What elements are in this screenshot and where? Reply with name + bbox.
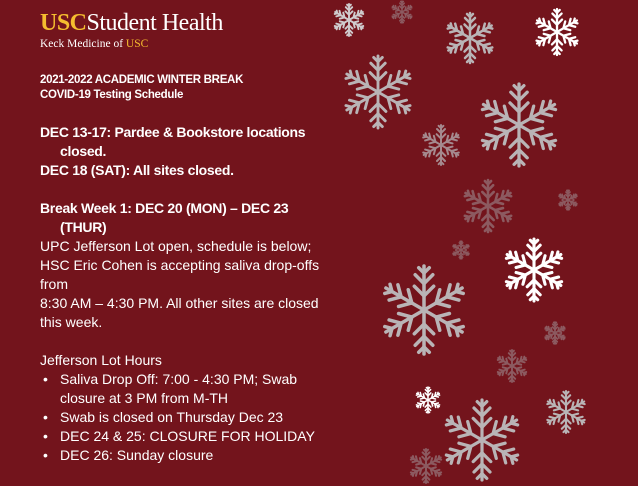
logo-subtitle-usc: USC [125, 38, 149, 50]
list-item-line: • DEC 24 & 25: CLOSURE FOR HOLIDAY [60, 428, 315, 444]
snowflake-icon [381, 266, 467, 354]
logo-subtitle-prefix: Keck Medicine of [40, 38, 126, 50]
break-week-heading-a: Break Week 1: DEC 20 (MON) – DEC 23 [40, 200, 289, 216]
logo-usc: USC [40, 10, 87, 36]
snowflake-icon [544, 322, 565, 344]
notice-line-2: DEC 18 (SAT): All sites closed. [40, 162, 234, 178]
heading-line-2: COVID-19 Testing Schedule [40, 89, 184, 101]
list-item [40, 446, 342, 465]
snowflake-icon [535, 9, 580, 55]
snowflake-icon [391, 1, 412, 23]
break-week-body-line: 8:30 AM – 4:30 PM. All other sites are closed [40, 295, 319, 311]
notice-line-1a: DEC 13-17: Pardee & Bookstore locations [40, 124, 306, 140]
list-item [40, 427, 342, 446]
snowflake-icon [496, 350, 527, 382]
heading-line-1: 2021-2022 ACADEMIC WINTER BREAK [40, 74, 244, 86]
list-item [40, 370, 342, 408]
usc-student-health-logo [40, 10, 223, 51]
schedule-content [40, 123, 342, 465]
snowflake-icon [333, 4, 364, 36]
list-item [40, 408, 342, 427]
snowflake-icon [415, 387, 440, 413]
break-week-body-line: from [40, 276, 68, 292]
list-item-line: • Swab is closed on Thursday Dec 23 [60, 409, 284, 425]
spacer [40, 180, 342, 199]
hours-title: Jefferson Lot Hours [40, 352, 162, 368]
snowflake-icon [463, 180, 514, 232]
list-item-line: • Saliva Drop Off: 7:00 - 4:30 PM; Swab [60, 371, 298, 387]
list-item-line: • DEC 26: Sunday closure [60, 447, 214, 463]
snowflake-icon [343, 56, 413, 128]
notice-line-1b: closed. [60, 143, 107, 159]
snowflake-icon [409, 449, 442, 483]
snowflake-icon [446, 13, 495, 63]
snowflake-icon [558, 190, 578, 210]
snowflake-icon [504, 239, 565, 301]
break-week-body-line: UPC Jefferson Lot open, schedule is below; [40, 238, 312, 254]
snowflake-icon [479, 84, 559, 166]
snowflake-icon [443, 400, 521, 480]
list-item-line: closure at 3 PM from M-TH [60, 390, 229, 406]
snowflake-icon [452, 241, 470, 259]
break-week-heading-b: (THUR) [60, 219, 107, 235]
break-week-body-line: HSC Eric Cohen is accepting saliva drop-offs [40, 257, 320, 273]
spacer [40, 332, 342, 351]
snowflake-icon [421, 125, 460, 165]
schedule-heading [40, 73, 243, 103]
logo-subtitle [40, 37, 223, 51]
break-week-body-line: this week. [40, 314, 103, 330]
hours-list [40, 370, 342, 465]
logo-student-health: Student Health [86, 10, 223, 36]
snowflake-icon [546, 391, 587, 433]
logo-wordmark [40, 10, 223, 36]
